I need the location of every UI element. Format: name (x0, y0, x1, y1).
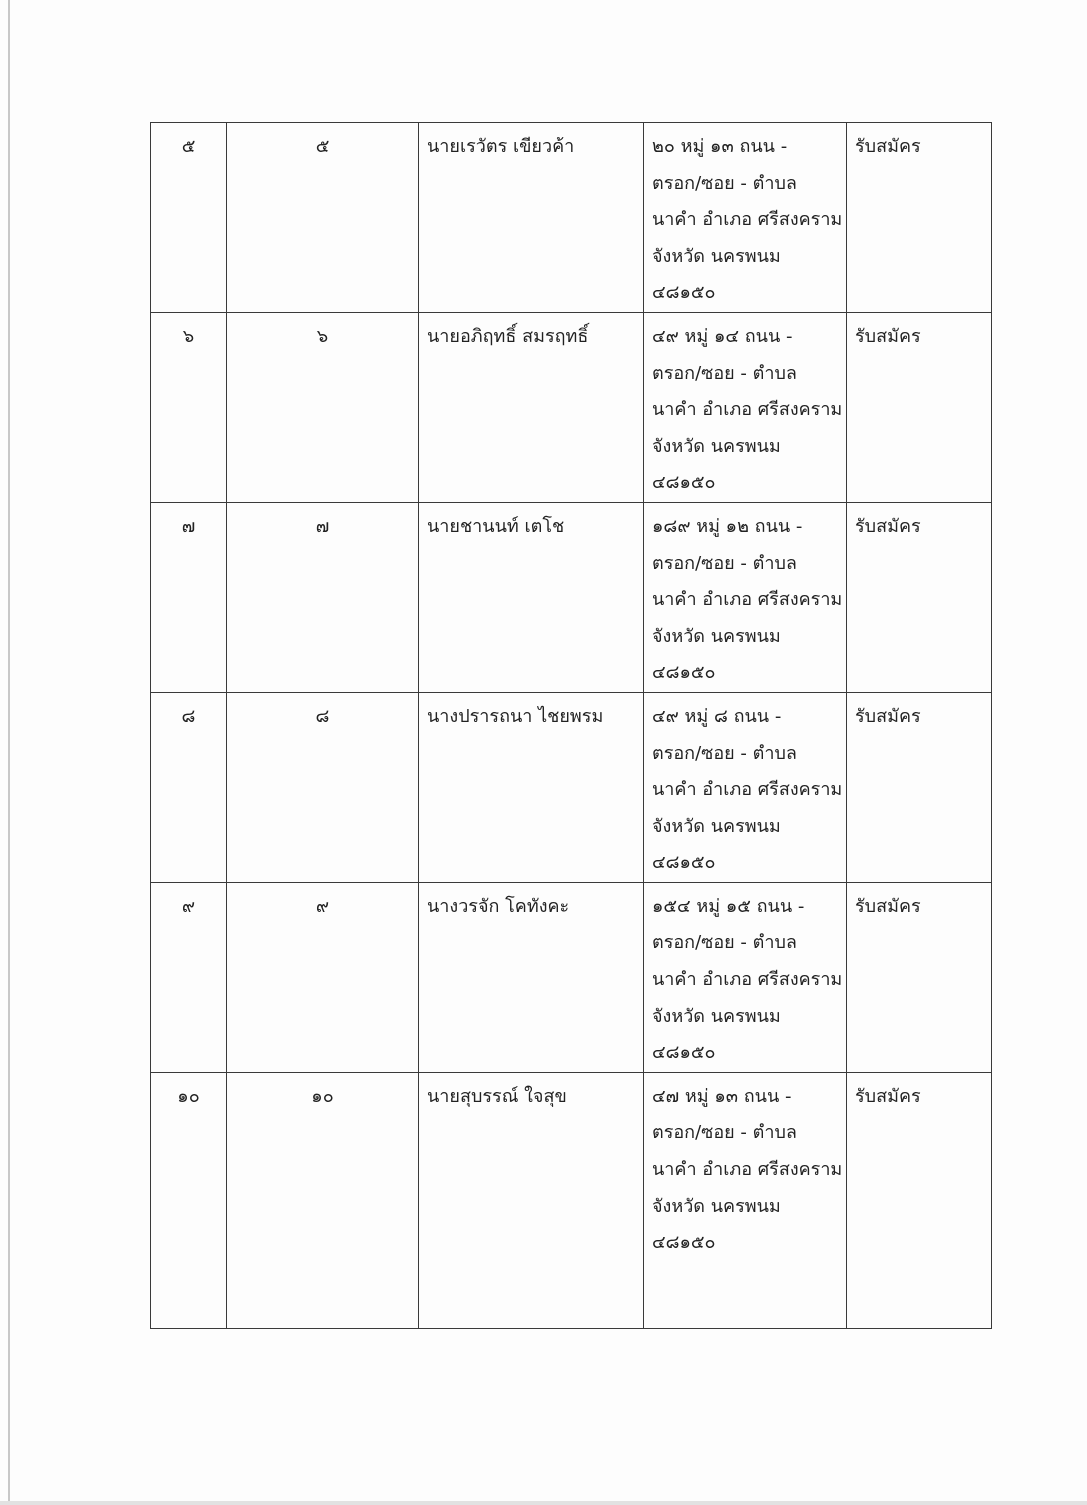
status-cell: รับสมัคร (847, 692, 992, 882)
address-line: นาคำ อำเภอ ศรีสงคราม (652, 969, 843, 991)
table-row (151, 123, 992, 313)
number-cell: ๙ (227, 882, 419, 1072)
address-line: ๒๐ หมู่ ๑๓ ถนน - (652, 136, 788, 157)
candidate-table-body (151, 123, 992, 1329)
address-line: ๔๘๑๕๐ (652, 852, 716, 874)
status-cell: รับสมัคร (847, 882, 992, 1072)
address-line: นาคำ อำเภอ ศรีสงคราม (652, 399, 843, 421)
address-line: ตรอก/ซอย - ตำบล (652, 172, 797, 194)
address-line: ตรอก/ซอย - ตำบล (652, 362, 797, 384)
address-line: ๔๘๑๕๐ (652, 1042, 716, 1064)
address-cell (644, 882, 847, 1072)
address-line: จังหวัด นครพนม (652, 625, 781, 647)
address-cell (644, 312, 847, 502)
address-line: ๔๙ หมู่ ๘ ถนน - (652, 705, 782, 727)
table-row (151, 1072, 992, 1328)
status-cell: รับสมัคร (847, 502, 992, 692)
name-cell: นางปรารถนา ไชยพรม (419, 692, 644, 882)
table-row (151, 502, 992, 692)
name-cell: นางวรจัก โคทังคะ (419, 882, 644, 1072)
table-row (151, 692, 992, 882)
sequence-cell: ๖ (151, 312, 227, 502)
page-left-edge (8, 0, 10, 1505)
sequence-cell: ๗ (151, 502, 227, 692)
address-line: ตรอก/ซอย - ตำบล (652, 552, 797, 574)
sequence-cell: ๘ (151, 692, 227, 882)
number-cell: ๖ (227, 312, 419, 502)
address-line: นาคำ อำเภอ ศรีสงคราม (652, 779, 843, 801)
address-line: นาคำ อำเภอ ศรีสงคราม (652, 589, 843, 611)
address-line: ๔๘๑๕๐ (652, 662, 716, 684)
address-line: ๑๕๔ หมู่ ๑๕ ถนน - (652, 895, 805, 917)
address-cell (644, 502, 847, 692)
candidate-table (150, 122, 992, 1329)
status-cell: รับสมัคร (847, 123, 992, 313)
number-cell: ๑๐ (227, 1072, 419, 1328)
name-cell: นายชานนท์ เตโช (419, 502, 644, 692)
name-cell: นายเรวัตร เขียวค้า (419, 123, 644, 313)
address-cell (644, 692, 847, 882)
address-line: จังหวัด นครพนม (652, 815, 781, 837)
sequence-cell: ๙ (151, 882, 227, 1072)
address-line: จังหวัด นครพนม (652, 245, 781, 267)
name-cell: นายอภิฤทธิ์ สมรฤทธิ์ (419, 312, 644, 502)
name-cell: นายสุบรรณ์ ใจสุข (419, 1072, 644, 1328)
sequence-cell: ๑๐ (151, 1072, 227, 1328)
address-line: ตรอก/ซอย - ตำบล (652, 1122, 797, 1144)
sequence-cell: ๕ (151, 123, 227, 313)
table-row (151, 882, 992, 1072)
address-line: จังหวัด นครพนม (652, 1005, 781, 1027)
number-cell: ๕ (227, 123, 419, 313)
address-line: ๔๗ หมู่ ๑๓ ถนน - (652, 1085, 792, 1107)
number-cell: ๗ (227, 502, 419, 692)
address-line: ๔๙ หมู่ ๑๔ ถนน - (652, 325, 793, 347)
address-line: ตรอก/ซอย - ตำบล (652, 932, 797, 954)
address-line: นาคำ อำเภอ ศรีสงคราม (652, 209, 843, 231)
address-cell (644, 123, 847, 313)
address-line: จังหวัด นครพนม (652, 1195, 781, 1217)
address-line: ๑๘๙ หมู่ ๑๒ ถนน - (652, 515, 803, 537)
address-cell (644, 1072, 847, 1328)
address-line: ๔๘๑๕๐ (652, 472, 716, 494)
address-line: นาคำ อำเภอ ศรีสงคราม (652, 1159, 843, 1181)
status-cell: รับสมัคร (847, 312, 992, 502)
address-line: ตรอก/ซอย - ตำบล (652, 742, 797, 764)
address-line: ๔๘๑๕๐ (652, 1232, 716, 1254)
page-bottom-edge (0, 1501, 1087, 1505)
table-row (151, 312, 992, 502)
address-line: จังหวัด นครพนม (652, 435, 781, 457)
status-cell: รับสมัคร (847, 1072, 992, 1328)
number-cell: ๘ (227, 692, 419, 882)
address-line: ๔๘๑๕๐ (652, 282, 716, 304)
